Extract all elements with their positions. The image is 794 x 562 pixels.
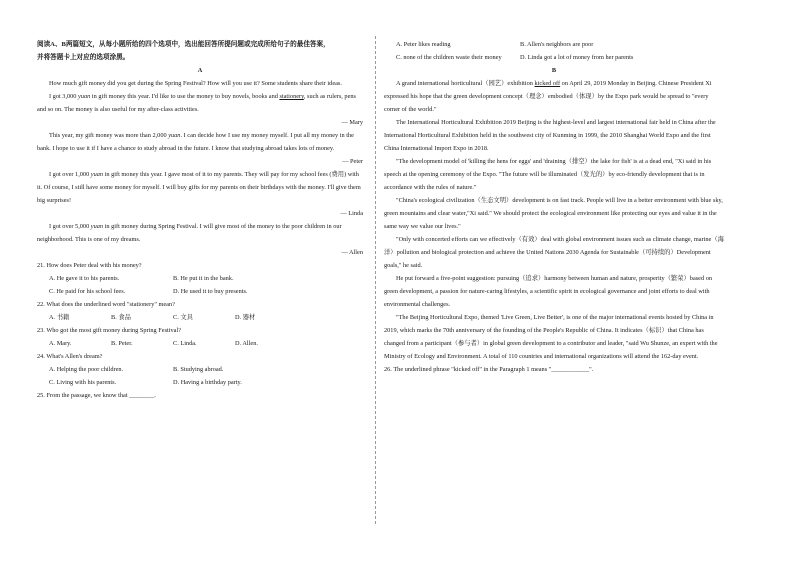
signature-linda: — Linda	[340, 210, 363, 217]
signature-allen: — Allen	[341, 249, 363, 256]
question-21: 21. How does Peter deal with his money?	[37, 262, 142, 269]
instructions-line-2: 并将答题卡上对应的选项涂黑。	[37, 54, 130, 61]
passage-b-paragraph-6: He put forward a five-point suggestion: pursuing（追求）harmony between human and nature, prosperity（繁荣）based on green development, a passion for nature-caring lifestyles, a scientific spirit in ecological governance and joint efforts to deal with environmental challenges.	[384, 275, 713, 308]
question-21-options-row-1	[37, 272, 363, 285]
passage-b-paragraph-1: A grand international horticultural（园艺）exhibition kicked off on April 29, 2019 Monday in Beijing. Chinese President Xi expressed his hope that the green development concept（理念）embodied（体现）by the Expo park would be spread to "every corner of the world."	[384, 80, 712, 113]
option[interactable]: B. Studying abroad.	[173, 366, 224, 373]
underlined-phrase-kicked-off: kicked off	[534, 80, 561, 87]
question-25-options-row-1	[384, 38, 724, 51]
option[interactable]: A. Helping the poor children.	[49, 366, 124, 373]
option[interactable]: D. Having a birthday party.	[173, 379, 242, 386]
option[interactable]: C. He paid for his school fees.	[49, 288, 126, 295]
passage-b-label: B	[551, 67, 557, 74]
underlined-word-stationery: stationery	[279, 93, 304, 100]
passage-a-label: A	[197, 67, 203, 74]
option[interactable]: B. 食品	[111, 314, 131, 321]
option[interactable]: C. Linda.	[173, 340, 197, 347]
passage-b-paragraph-5: "Only with concerted efforts can we effectively（有效）deal with global environment issues such as climate change, marine（海洋）pollution and biological protection and achieve the United Nations 2030 Agenda for Sustainable（可持续的）Development goals," he said.	[384, 236, 724, 269]
instructions-line-1: 阅读A、B两篇短文，从每小题所给的四个选项中，选出能回答所提问题或完成所给句子的最佳答案，	[37, 41, 330, 48]
passage-a-paragraph-linda: I got over 1,000 yuan in gift money this year. I gave most of it to my parents. They will pay for my school fees (费用) with it. Of course, I still have some money for myself. I will buy gifts for my parents on their birthdays with the money. I'll give them big surprises!	[37, 171, 361, 204]
passage-a-paragraph-peter: This year, my gift money was more than 2,000 yuan. I can decide how I use my money myself. I put all my money in the bank. I hope to use it if I have a chance to study abroad in the future. I know that studying abroad takes lots of money.	[37, 132, 354, 152]
passage-a-paragraph-mary: I got 3,000 yuan in gift money this year. I'd like to use the money to buy novels, books and stationery, such as rulers, pens and so on. The money is also useful for my after-class activities.	[37, 93, 356, 113]
option[interactable]: D. Linda got a lot of money from her parents	[520, 54, 634, 61]
option[interactable]: B. Peter.	[111, 340, 133, 347]
option[interactable]: A. Peter likes reading	[396, 41, 451, 48]
option[interactable]: B. Allen's neighbors are poor	[520, 41, 594, 48]
passage-a-intro: How much gift money did you get during the Spring Festival? How will you use it? Some students share their ideas.	[49, 80, 342, 87]
question-26: 26. The underlined phrase "kicked off" in the Paragraph 1 means "____________".	[384, 366, 594, 373]
option[interactable]: C. none of the children waste their money	[396, 54, 502, 61]
signature-peter: — Peter	[342, 158, 363, 165]
passage-b-paragraph-3: "The development model of 'killing the hens for eggs' and 'draining（排空）the lake for fish' is at a dead end, "Xi said in his speech at the opening ceremony of the Expo. "The future will be illuminated（发光的）by eco-friendly development that is in accordance with the rules of nature."	[384, 158, 712, 191]
right-column	[384, 38, 724, 376]
passage-a-paragraph-allen: I got over 5,000 yuan in gift money during Spring Festival. I will give most of the money to the poor children in our neighborhood. This is one of my dreams.	[37, 223, 342, 243]
option[interactable]: C. 文具	[173, 314, 193, 321]
option[interactable]: B. He put it in the bank.	[173, 275, 234, 282]
question-22-options	[37, 311, 363, 324]
passage-b-paragraph-7: "The Beijing Horticultural Expo, themed 'Live Green, Live Better', is one of the major international events hosted by China in 2019, which marks the 70th anniversary of the founding of the People's Republic of China. It indicates（标识）that China has changed from a participant（参与者）in global green development to a contributor and leader, "said Wu Shunze, an expert with the Ministry of Ecology and Environment. A total of 110 countries and international organizations will attend the 162-day event.	[384, 314, 718, 360]
option[interactable]: A. Mary.	[49, 340, 72, 347]
question-25-options-row-2	[384, 51, 724, 64]
option[interactable]: D. He used it to buy presents.	[173, 288, 248, 295]
option[interactable]: D. 器材	[235, 314, 256, 321]
column-divider	[375, 36, 376, 524]
question-24-options-row-2	[37, 376, 363, 389]
option[interactable]: A. 书籍	[49, 314, 70, 321]
option[interactable]: C. Living with his parents.	[49, 379, 117, 386]
passage-b-paragraph-4: "China's ecological civilization（生态文明）development is on fast track. People will live in a better environment with blue sky, green mountains and clear water,"Xi said." We should protect the ecological environment like protecting our eyes and value it in the same way we value our lives."	[384, 197, 723, 230]
question-22: 22. What does the underlined word "stationery" mean?	[37, 301, 175, 308]
option[interactable]: A. He gave it to his parents.	[49, 275, 120, 282]
passage-b-paragraph-2: The International Horticultural Exhibition 2019 Beijing is the highest-level and largest international fair held in China after the International Horticultural Exhibition held in the southwest city of Kunming in 1999, the 2010 Shanghai World Expo and the first China International Import Expo in 2018.	[384, 119, 716, 152]
question-24-options-row-1	[37, 363, 363, 376]
option[interactable]: D. Allen.	[235, 340, 258, 347]
signature-mary: — Mary	[341, 119, 363, 126]
left-column	[37, 38, 363, 402]
question-23-options	[37, 337, 363, 350]
question-25: 25. From the passage, we know that ________.	[37, 392, 156, 399]
question-24: 24. What's Allen's dream?	[37, 353, 103, 360]
question-21-options-row-2	[37, 285, 363, 298]
question-23: 23. Who got the most gift money during Spring Festival?	[37, 327, 182, 334]
